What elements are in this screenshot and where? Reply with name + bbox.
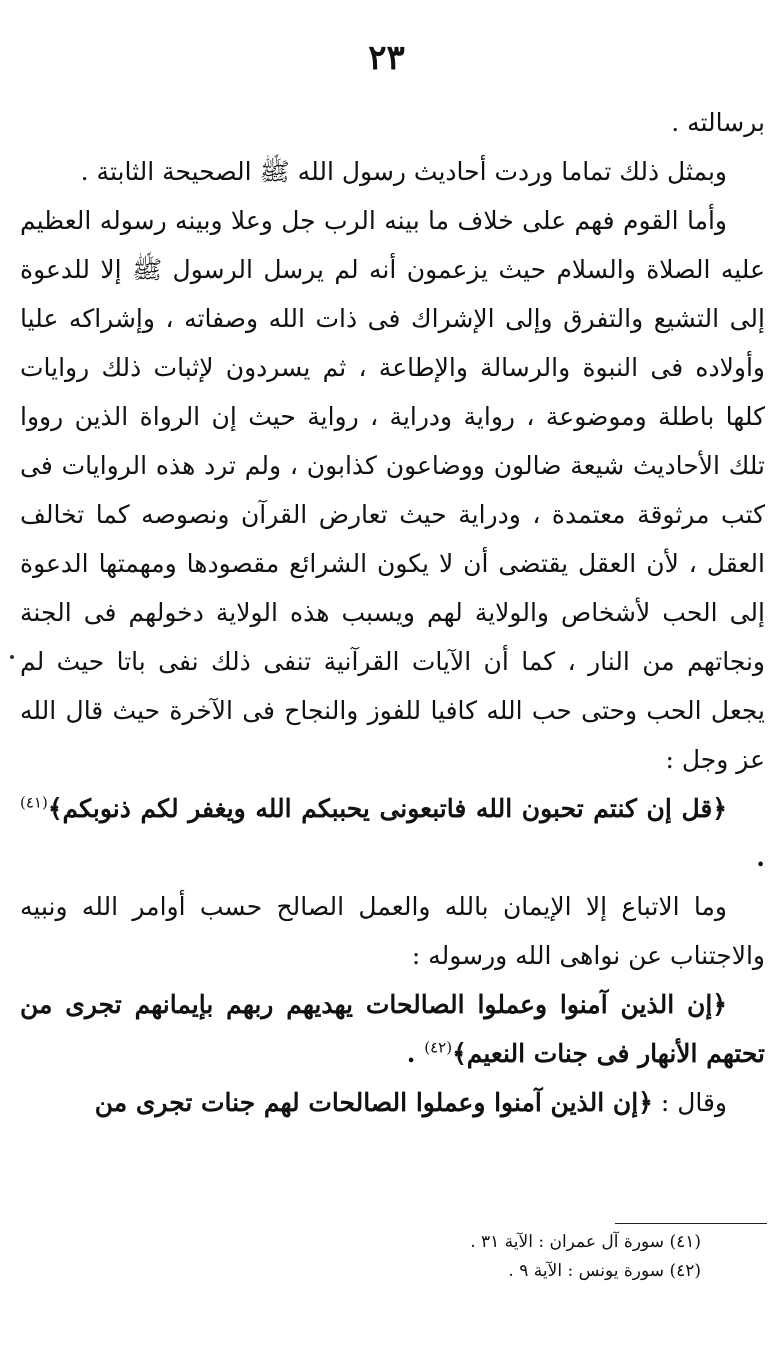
quran-verse-1-text: ﴿قل إن كنتم تحبون الله فاتبعونى يحببكم الله ويغفر لكم ذنوبكم﴾ [47, 794, 727, 823]
footnotes [21, 1228, 701, 1286]
page-number: ٢٣ [368, 38, 405, 78]
paragraph-1: برسالته . [671, 108, 765, 137]
quran-verse-1 [20, 784, 765, 882]
footnote-ref-41: (٤١) [20, 793, 48, 812]
footnote-ref-42: (٤٢) [424, 1038, 453, 1057]
paragraph-7 [20, 1078, 765, 1127]
paragraph-5: وما الاتباع إلا الإيمان بالله والعمل الصالح حسب أوامر الله ونبيه والاجتناب عن نواهى الله ورسوله : [20, 892, 765, 970]
footnote-42: (٤٢) سورة يونس : الآية ٩ . [508, 1261, 701, 1281]
scan-speck [10, 655, 14, 659]
quran-verse-2-text: ﴿إن الذين آمنوا وعملوا الصالحات يهديهم ربهم بإيمانهم تجرى من تحتهم الأنهار فى جنات النعيم﴾ [20, 990, 765, 1068]
footnote-divider [615, 1223, 767, 1224]
paragraph-2: وبمثل ذلك تماما وردت أحاديث رسول الله ﷺ الصحيحة الثابتة . [80, 157, 727, 186]
quran-verse-1-tail: . [756, 843, 765, 872]
footnote-41: (٤١) سورة آل عمران : الآية ٣١ . [470, 1232, 701, 1252]
quran-verse-2 [20, 980, 765, 1078]
main-text [20, 98, 765, 1127]
paragraph-7-prefix: وقال : [652, 1088, 727, 1117]
paragraph-3: وأما القوم فهم على خلاف ما بينه الرب جل وعلا وبينه رسوله العظيم عليه الصلاة والسلام حيث يزعمون أنه لم يرسل الرسول ﷺ إلا للدعوة إلى التشيع والتفرق وإلى الإشراك فى ذات الله وصفاته ، وإشراكه عليا وأولاده فى النبوة والرسالة والإطاعة ، ثم يسردون لإثبات ذلك روايات كلها باطلة وموضوعة ، رواية ودراية ، رواية حيث إن الرواة الذين رووا تلك الأحاديث شيعة ضالون ووضاعون كذابون ، ولم ترد هذه الروايات فى كتب مرثوقة معتمدة ، ودراية حيث تعارض القرآن ونصوصه كما تخالف العقل ، لأن العقل يقتضى أن لا يكون الشرائع مقصودها ومهمتها الدعوة إلى الحب لأشخاص والولاية لهم ويسبب هذه الولاية دخولهم فى الجنة ونجاتهم من النار ، كما أن الآيات القرآنية تنفى ذلك نفى باتا حيث لم يجعل الحب وحتى حب الله كافيا للفوز والنجاح فى الآخرة حيث قال الله عز وجل : [20, 206, 765, 774]
quran-verse-2-tail: . [406, 1039, 425, 1068]
quran-verse-3-text: ﴿إن الذين آمنوا وعملوا الصالحات لهم جنات تجرى من [94, 1088, 653, 1117]
